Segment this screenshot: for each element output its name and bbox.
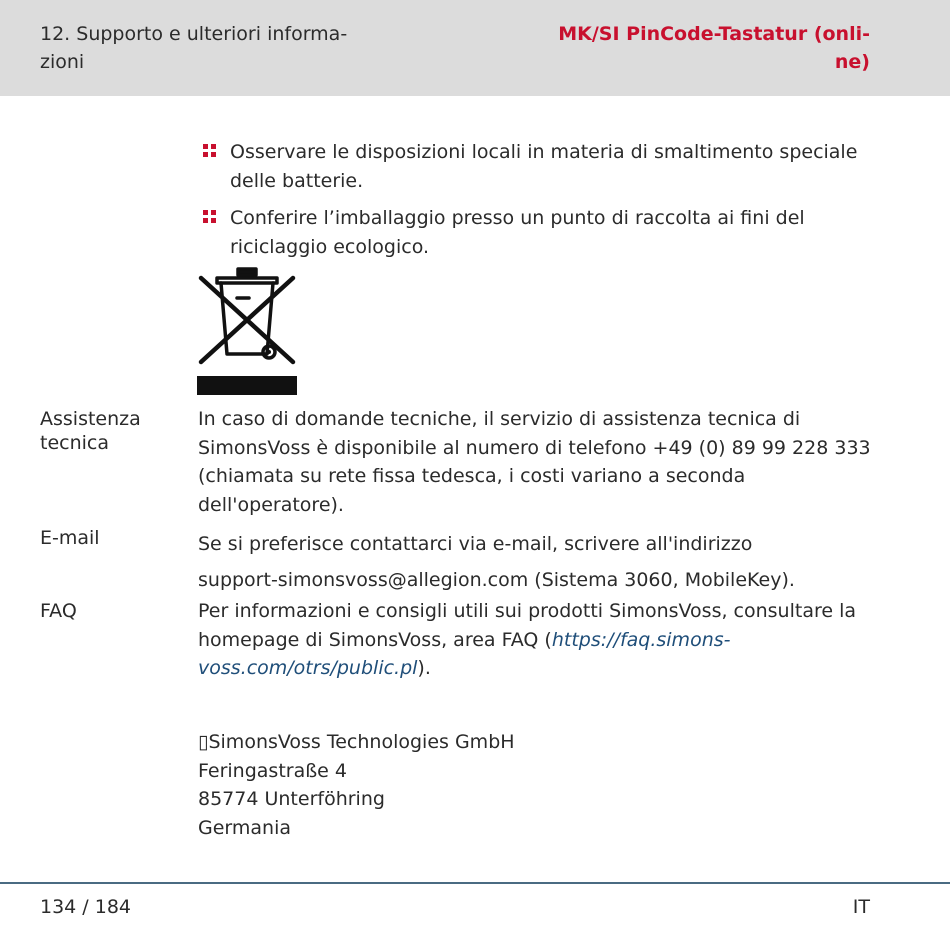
faq-text: Per informazioni e consigli utili sui prodotti SimonsVoss, consultare la homepage di SimonsVoss, area FAQ (https://faq.simons-voss.com/otrs/public.pl). xyxy=(198,600,857,679)
street: Feringastraße 4 xyxy=(198,759,348,782)
bullet-text: Conferire l’imballaggio presso un punto di raccolta ai fini del riciclaggio ecologico. xyxy=(230,207,805,258)
assistance-label: Assistenza tecnica xyxy=(40,408,141,454)
square-bullet-icon xyxy=(203,210,216,223)
disposal-instructions xyxy=(200,138,860,270)
country: Germania xyxy=(198,816,292,839)
faq-link[interactable]: https://faq.simons-voss.com/otrs/public.pl xyxy=(198,628,731,679)
page-number: 134 / 184 xyxy=(40,896,132,918)
assistance-text: In caso di domande tecniche, il servizio di assistenza tecnica di SimonsVoss è disponibile al numero di telefono +49 (0) 89 99 228 333 (chiamata su rete fissa tedesca, i costi variano a seconda dell'operatore). xyxy=(198,408,871,516)
email-label: E-mail xyxy=(40,527,100,549)
square-bullet-icon xyxy=(203,144,216,157)
product-title: MK/SI PinCode-Tastatur (onli-ne) xyxy=(558,23,870,73)
missing-glyph-icon: ▯ xyxy=(198,731,209,753)
list-item xyxy=(200,138,860,196)
list-item xyxy=(200,204,860,262)
email-text: Se si preferisce contattarci via e-mail, scrivere all'indirizzo xyxy=(198,533,753,555)
company-address xyxy=(198,728,698,842)
city: 85774 Unterföhring xyxy=(198,788,385,810)
email-address-text: support-simonsvoss@allegion.com (Sistema 3060, MobileKey). xyxy=(198,569,795,591)
bullet-text: Osservare le disposizioni locali in materia di smaltimento speciale delle batterie. xyxy=(230,141,858,192)
page-header xyxy=(0,0,950,96)
faq-label: FAQ xyxy=(40,600,77,622)
language-code: IT xyxy=(852,896,870,918)
company-name: ▯SimonsVoss Technologies GmbH xyxy=(198,731,515,753)
crossed-out-wheelie-bin-icon xyxy=(197,266,297,396)
footer-divider xyxy=(0,882,950,884)
section-title: 12. Supporto e ulteriori informa-zioni xyxy=(40,23,348,73)
